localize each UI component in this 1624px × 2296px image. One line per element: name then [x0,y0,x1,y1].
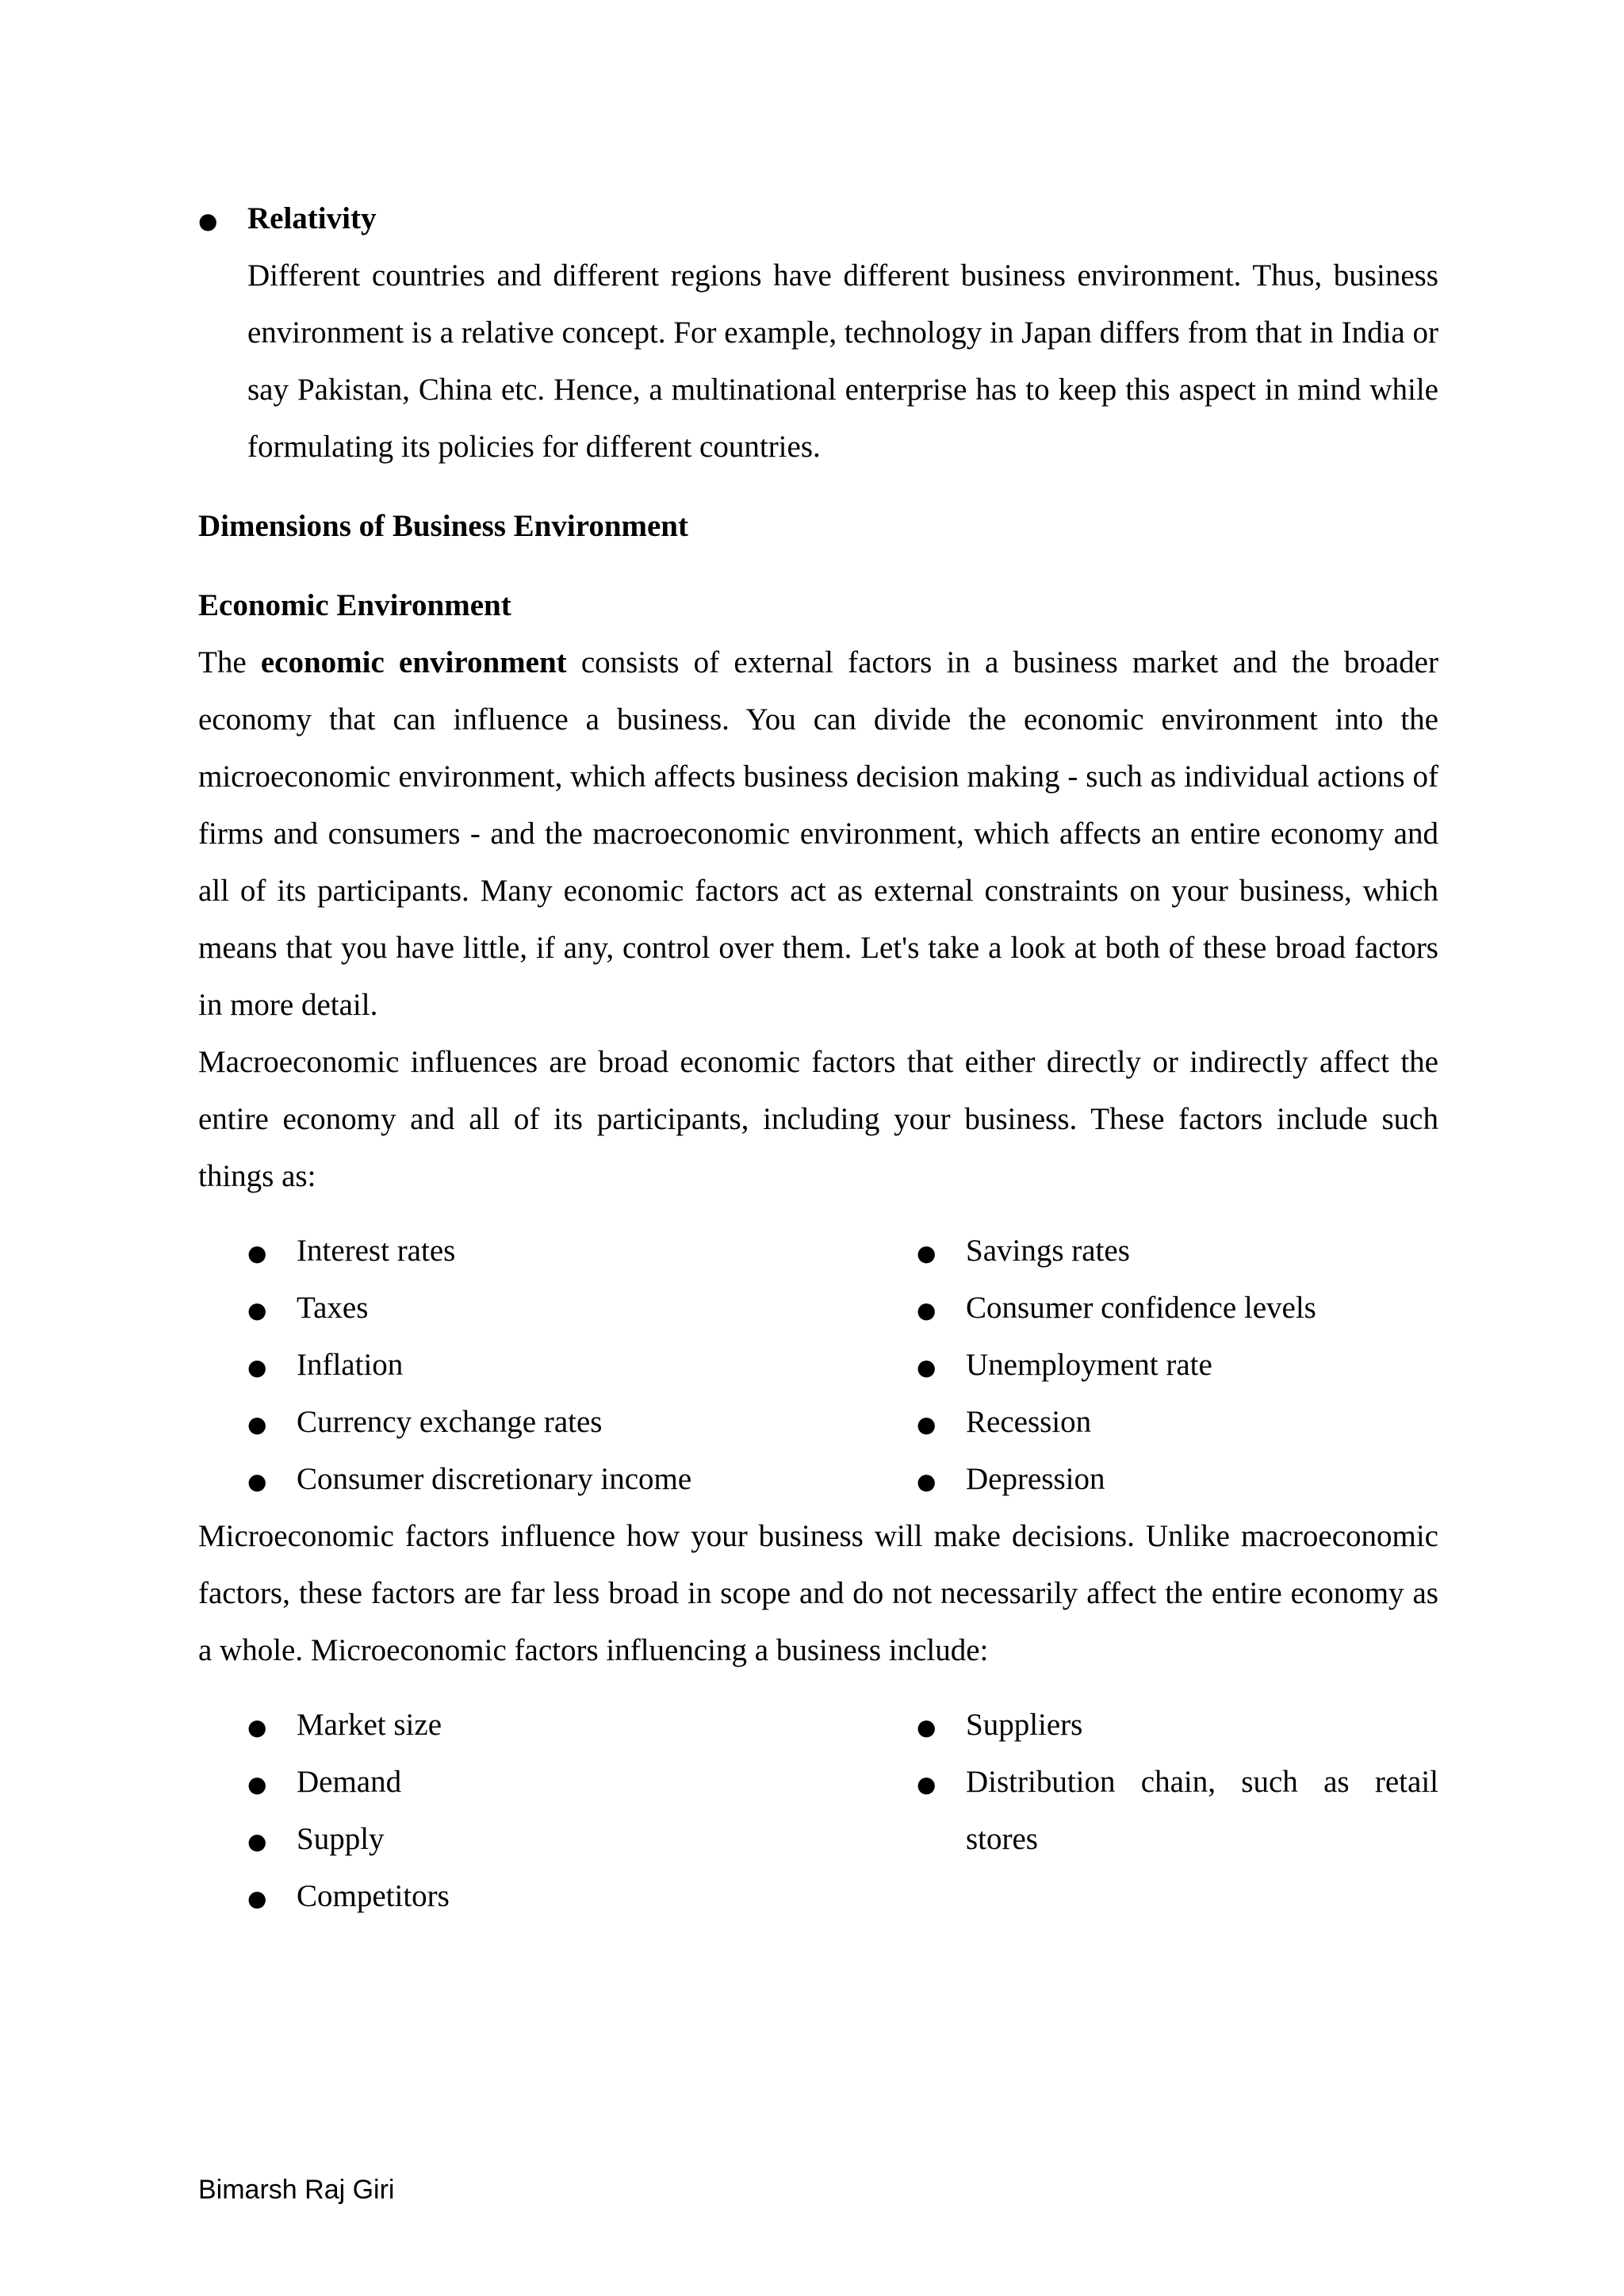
macro-list-right [917,1223,1438,1508]
micro-list-left [247,1697,917,1925]
list-item: ● Inflation [247,1348,404,1382]
list-item: ● Depression [917,1462,1105,1496]
economic-paragraph [198,634,1438,1034]
micro-factors-list [198,1697,1438,1925]
economic-paragraph-rest: consists of external factors in a business market and the broader economy that can influence a business. You can divide the economic environment into the microeconomic environment, which affects business decision making - such as individual actions of firms and consumers - and the macroeconomic environment, which affects an entire economy and all of its participants. Many economic factors act as external constraints on your business, which means that you have little, if any, control over them. Let's take a look at both of these broad factors in more detail. [198,645,1438,1022]
economic-paragraph-lead: The [198,645,261,679]
list-item: ● Recession [917,1405,1092,1439]
economic-heading: Economic Environment [198,588,511,622]
dimensions-heading: Dimensions of Business Environment [198,509,688,543]
economic-term: economic environment [260,645,567,679]
list-item: ● Demand [247,1765,402,1799]
list-item: ● Unemployment rate [917,1348,1212,1382]
relativity-bullet [198,190,1438,476]
bullet-dot: ● [198,208,218,234]
macro-factors-list [198,1223,1438,1508]
list-item: ● Consumer discretionary income [247,1462,692,1496]
list-item: ● Supply [247,1822,385,1856]
list-item: ● Competitors [247,1879,450,1913]
list-item: ● Currency exchange rates [247,1405,603,1439]
relativity-body: Different countries and different regions have different business environment. Thus, business environment is a relative concept. For example, technology in Japan differs from that in India or say Pakistan, China etc. Hence, a multinational enterprise has to keep this aspect in mind while formulating its policies for different countries. [247,258,1438,464]
page-footer-author: Bimarsh Raj Giri [198,2175,395,2205]
list-item: ● Consumer confidence levels [917,1291,1316,1325]
relativity-heading: Relativity [247,201,377,235]
list-item: ● Suppliers [917,1708,1083,1742]
list-item: ● Market size [247,1708,442,1742]
list-item: ● Savings rates [917,1234,1130,1268]
list-item: ● Interest rates [247,1234,456,1268]
list-item: ● Taxes [247,1291,369,1325]
list-item: ● Distribution chain, such as retail stores [917,1765,1438,1856]
document-page [198,190,1438,1925]
micro-paragraph: Microeconomic factors influence how your business will make decisions. Unlike macroeconomic factors, these factors are far less broad in scope and do not necessarily affect the entire economy as a whole. Microeconomic factors influencing a business include: [198,1519,1438,1667]
macro-list-left [247,1223,917,1508]
macro-paragraph: Macroeconomic influences are broad economic factors that either directly or indirectly affect the entire economy and all of its participants, including your business. These factors include such things as: [198,1045,1438,1193]
micro-list-right [917,1697,1438,1925]
